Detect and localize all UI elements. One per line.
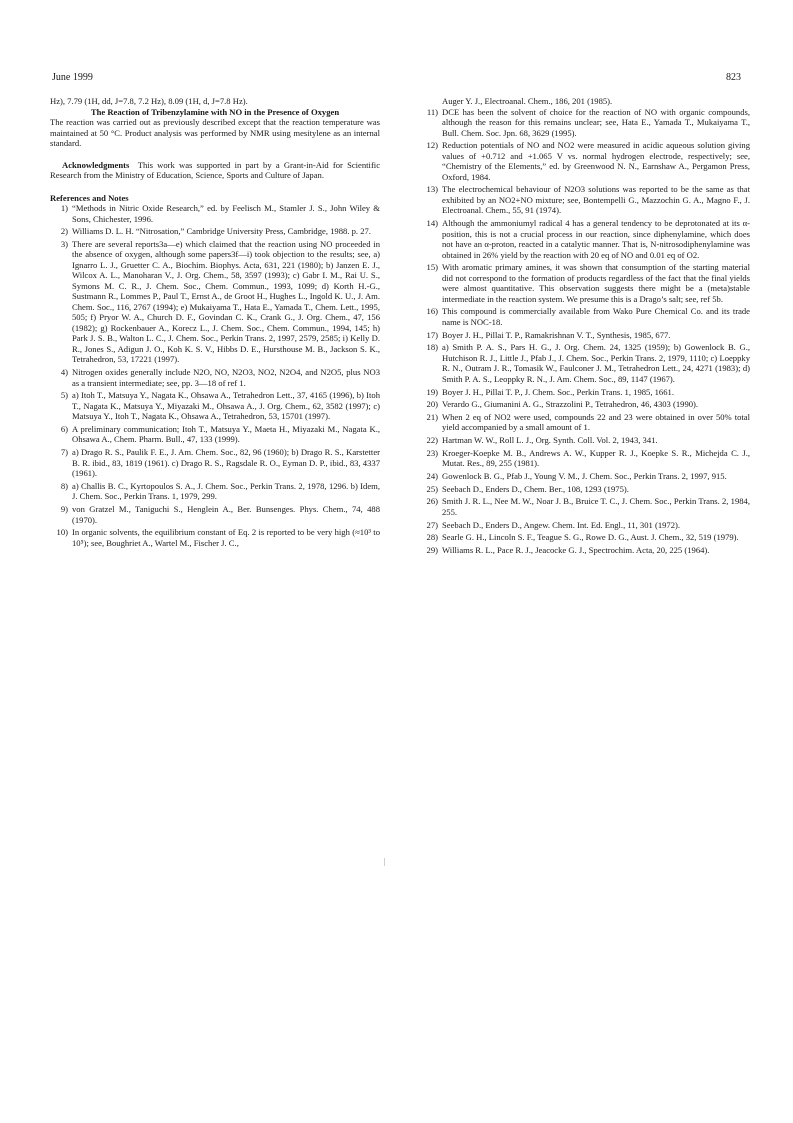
reference-text: von Gratzel M., Taniguchi S., Henglein A., Ber. Bunsenges. Phys. Chem., 74, 488 (1970). — [72, 504, 380, 525]
reference-number: 19) — [426, 386, 438, 397]
reference-number: 2) — [60, 226, 68, 237]
reference-item — [420, 435, 750, 446]
reference-item — [50, 527, 380, 548]
reference-text: Nitrogen oxides generally include N2O, NO, N2O3, NO2, N2O4, and N2O5, plus NO3 as a transient intermediate; see, pp. 3—18 of ref 1. — [72, 367, 380, 388]
reference-number: 7) — [60, 447, 68, 458]
reference-text: Searle G. H., Lincoln S. F., Teague S. G., Rowe D. G., Aust. J. Chem., 32, 519 (1979). — [442, 532, 739, 543]
reference-text: a) Drago R. S., Paulik F. E., J. Am. Chem. Soc., 82, 96 (1960); b) Drago R. S., Karstetter B. R. ibid., 83, 1819 (1961). c) Drago R. S., Ragsdale R. O., Eyman D. P., ibid., 83, 4337 (1961). — [72, 447, 380, 479]
reference-number: 9) — [60, 504, 68, 514]
acknowledgments-body: This work was supported in part by a Grant-in-Aid for Scientific Research from the Ministry of Education, Science, Sports and Culture of Japan. — [50, 159, 381, 180]
reference-number: 23) — [426, 447, 438, 458]
reference-text: The electrochemical behaviour of N2O3 solutions was reported to be the same as that exhibited by an NO2+NO mixture; see, Bontempelli G., Mazzochin G. A., Magno F., J. Electroanal. Chem., 55, 91 (1974). — [442, 184, 750, 216]
acknowledgments — [50, 160, 380, 181]
reference-item — [50, 390, 380, 422]
reference-item — [420, 399, 750, 410]
reference-text: DCE has been the solvent of choice for the reaction of NO with organic compounds, although the reason for this remains unclear; see, Hata E., Yamada T., Mukaiyama T., Bull. Chem. Soc. Jpn. 68, 3629 (1995). — [442, 106, 750, 138]
reference-item — [420, 140, 750, 182]
reference-number: 10) — [56, 527, 68, 538]
reference-item — [420, 471, 750, 482]
reference-item — [50, 239, 380, 365]
reference-item — [50, 447, 380, 479]
reference-text: “Methods in Nitric Oxide Research,” ed. by Feelisch M., Stamler J. S., John Wiley & Sons, Chichester, 1996. — [72, 203, 380, 224]
reference-number: 16) — [426, 306, 438, 317]
reference-text: Although the ammoniumyl radical 4 has a general tendency to be deprotonated at its α-position, this is not a crucial process in our reaction, since diphenylamine, which does not have an α-proton, reacted in a catalytic manner. That is, N-nitrosodiphenylamine was obtained in 26% yield by the reaction with 20 eq of NO and 0.01 eq of O2. — [442, 218, 750, 260]
right-column — [420, 96, 750, 558]
reference-text: Williams D. L. H. “Nitrosation,” Cambridge University Press, Cambridge, 1988. p. 27. — [72, 226, 371, 237]
reference-text: A preliminary communication; Itoh T., Matsuya Y., Maeta H., Miyazaki M., Nagata K., Ohsawa A., Chem. Pharm. Bull., 47, 133 (1999). — [72, 423, 380, 445]
reference-text: Reduction potentials of NO and NO2 were measured in acidic aqueous solution giving values of +0.712 and +1.065 V vs. normal hydrogen electrode, respectively; see, “Chemistry of the Elements,” ed. by Greenwood N. N., Earnshaw A., Pergamon Press, Oxford, 1984. — [442, 140, 750, 182]
reference-number: 12) — [426, 140, 438, 151]
reference-number: 28) — [426, 532, 438, 543]
reference-item — [420, 387, 750, 398]
reference-text: When 2 eq of NO2 were used, compounds 22 and 23 were obtained in over 50% total yield accompanied by a small amount of 1. — [442, 411, 750, 433]
acknowledgments-label: Acknowledgments — [62, 159, 130, 170]
reference-item — [420, 545, 750, 556]
reference-text: Boyer J. H., Pillai T. P., Ramakrishnan V. T., Synthesis, 1985, 677. — [442, 329, 671, 340]
references-list-left — [50, 203, 380, 548]
reference-number: 11) — [426, 106, 438, 117]
reference-item — [420, 532, 750, 543]
reference-item — [420, 520, 750, 531]
reference-item — [420, 496, 750, 517]
reference-item — [420, 330, 750, 341]
reference-number: 17) — [426, 329, 438, 340]
reference-number: 25) — [426, 483, 438, 494]
reference-item — [420, 412, 750, 433]
reference-number: 14) — [426, 218, 438, 229]
reference-item — [420, 262, 750, 304]
reference-item — [50, 203, 380, 224]
reference-text: Seebach D., Enders D., Chem. Ber., 108, 1293 (1975). — [442, 483, 629, 494]
reference-item — [420, 107, 750, 139]
reference-item — [420, 342, 750, 384]
reference-text: a) Itoh T., Matsuya Y., Nagata K., Ohsawa A., Tetrahedron Lett., 37, 4165 (1996), b) Itoh T., Nagata K., Matsuya Y., Miyazaki M., Ohsawa A., J. Org. Chem., 62, 3582 (1997); c) Matsuya Y., Itoh T., Nagata K., Ohsawa A., Tetrahedron, 53, 15701 (1997). — [72, 390, 380, 422]
reference-number: 29) — [426, 544, 438, 555]
reference-item — [420, 218, 750, 260]
issue-date: June 1999 — [52, 72, 93, 83]
page-number: 823 — [726, 72, 741, 83]
reference-number: 1) — [60, 203, 68, 213]
reference-text: a) Smith P. A. S., Pars H. G., J. Org. Chem. 24, 1325 (1959); b) Gowenlock B. G., Hutchison R. J., Little J., Pfab J., J. Chem. Soc., Perkin Trans. 2, 1979, 1110; c) Loeppky R. N., Outram J. R., Tomasik W., Faulconer J. M., Tetrahedron Lett., 24, 4271 (1983); d) Smith P. A. S., Leoppky R. N., J. Am. Chem. Soc., 89, 1147 (1967). — [442, 342, 750, 384]
reference-item — [50, 424, 380, 445]
reference-text: Kroeger-Koepke M. B., Andrews A. W., Kupper R. J., Koepke S. R., Michejda C. J., Mutat. Res., 89, 255 (1981). — [442, 447, 750, 469]
reference-text: Gowenlock B. G., Pfab J., Young V. M., J. Chem. Soc., Perkin Trans. 2, 1997, 915. — [442, 470, 727, 481]
reference-item — [420, 306, 750, 327]
reference-number: 24) — [426, 470, 438, 481]
left-column — [50, 96, 380, 550]
reference-item — [50, 367, 380, 388]
reference-text: a) Challis B. C., Kyrtopoulos S. A., J. Chem. Soc., Perkin Trans. 2, 1978, 1296. b) Idem, J. Chem. Soc., Perkin Trans. 1, 1979, 299. — [72, 480, 380, 502]
reference-item — [50, 481, 380, 502]
reference-number: 18) — [426, 342, 438, 353]
reference-text: This compound is commercially available from Wako Pure Chemical Co. and its trade name is NOC-18. — [442, 306, 750, 327]
reference-text: Smith J. R. L., Nee M. W., Noar J. B., Bruice T. C., J. Chem. Soc., Perkin Trans. 2, 1984, 255. — [442, 496, 750, 517]
reference-number: 4) — [60, 367, 68, 378]
reference-item — [420, 484, 750, 495]
fold-mark — [384, 858, 385, 866]
reference-number: 8) — [60, 480, 68, 491]
reference-number: 5) — [60, 390, 68, 401]
reference-number: 15) — [426, 262, 438, 273]
reference-text: Seebach D., Enders D., Angew. Chem. Int. Ed. Engl., 11, 301 (1972). — [442, 519, 681, 530]
reference-item — [420, 184, 750, 216]
reference-number: 22) — [426, 435, 438, 446]
reference-number: 13) — [426, 184, 438, 195]
reference-text: In organic solvents, the equilibrium constant of Eq. 2 is reported to be very high (≈10³ to 10⁵); see, Boughriet A., Wartel M., Fischer J. C., — [72, 527, 380, 548]
reference-text: With aromatic primary amines, it was shown that consumption of the starting material did not correspond to the formation of products regardless of the fact that the final yields were almost quantitative. This observation suggests there might be a (meta)stable intermediate in the reaction system. We presume this is a Drago’s salt; see, ref 5b. — [442, 262, 750, 304]
reference-item — [50, 226, 380, 237]
reference-number: 27) — [426, 519, 438, 530]
section-title: The Reaction of Tribenzylamine with NO in the Presence of Oxygen — [90, 106, 340, 117]
section-body: The reaction was carried out as previously described except that the reaction temperature was maintained at 50 °C. Product analysis was performed by NMR using mesitylene as an internal standard. — [50, 117, 380, 148]
reference-text: There are several reports3a—e) which claimed that the reaction using NO proceeded in the absence of oxygen, although some papers3f—i) took objection to the results; see, a) Ignarro L. J., Gruetter C. A., Biochim. Biophys. Acta, 631, 221 (1980); b) Janzen E. J., Wilcox A. L., Manoharan V., J. Org. Chem., 58, 3597 (1993); c) Gabr I. M., Rai U. S., Symons M. C. R., J. Chem. Soc., Chem. Commun., 1993, 1099; d) Korth H.-G., Sustmann R., Lommes P., Paul T., Ernst A., de Groot H., Hughes L., Ingold K. U., J. Am. Chem. Soc., 116, 2767 (1994); e) Mukaiyama T., Hata E., Yamada T., Chem. Lett., 1995, 505; f) Pryor W. A., Church D. F., Govindan C. K., Crank G., J. Org. Chem., 47, 156 (1982); g) Rockenbauer A., Korecz L., J. Chem. Soc., Chem. Commun., 1994, 145; h) Park J. S. B., Walton L. C., J. Chem. Soc., Perkin Trans. 2, 1997, 2579, 2585; i) Kelly D. R., Jones S., Adigun J. O., Koh K. S. V., Hibbs D. E., Hursthouse M. B., Jackson S. K., Tetrahedron, 53, 17221 (1997). — [72, 238, 380, 365]
reference-number: 21) — [426, 411, 438, 422]
reference-continuation: Auger Y. J., Electroanal. Chem., 186, 201 (1985). — [442, 96, 613, 106]
reference-number: 3) — [60, 238, 68, 249]
page-header — [52, 72, 741, 86]
reference-text: Boyer J. H., Pillai T. P., J. Chem. Soc., Perkin Trans. 1, 1985, 1661. — [442, 386, 674, 397]
reference-text: Williams R. L., Pace R. J., Jeacocke G. J., Spectrochim. Acta, 20, 225 (1964). — [442, 544, 710, 555]
reference-item — [420, 448, 750, 469]
reference-item — [50, 504, 380, 525]
reference-number: 6) — [60, 423, 68, 434]
reference-text: Verardo G., Giumanini A. G., Strazzolini P., Tetrahedron, 46, 4303 (1990). — [442, 399, 699, 410]
reference-number: 20) — [426, 399, 438, 410]
carry-over-text: Hz), 7.79 (1H, dd, J=7.8, 7.2 Hz), 8.09 (1H, d, J=7.8 Hz). — [50, 96, 248, 106]
reference-text: Hartman W. W., Roll L. J., Org. Synth. Coll. Vol. 2, 1943, 341. — [442, 435, 658, 446]
references-heading: References and Notes — [50, 192, 129, 203]
reference-number: 26) — [426, 496, 438, 507]
references-list-right — [420, 107, 750, 556]
